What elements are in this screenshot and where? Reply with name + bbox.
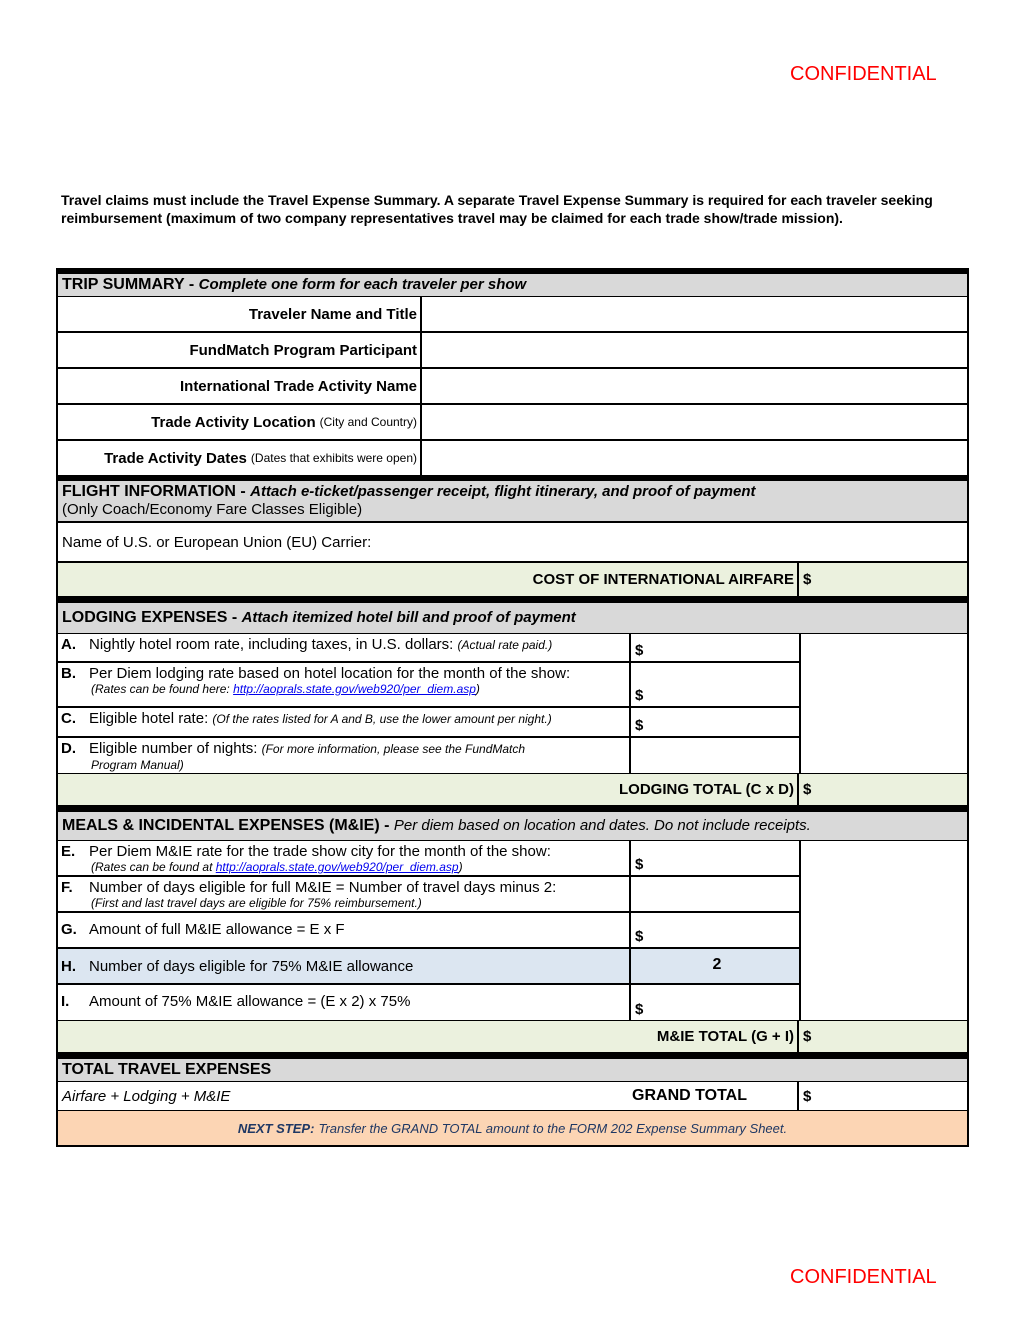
section-subtitle: Per diem based on location and dates. Do not include receipts.: [393, 817, 811, 834]
section-note: (Only Coach/Economy Fare Classes Eligible): [62, 501, 363, 518]
airfare-total-label: COST OF INTERNATIONAL AIRFARE: [58, 563, 799, 596]
field-note: (City and Country): [319, 415, 417, 429]
lodging-item-c: [58, 708, 799, 738]
totals-header: [58, 1059, 967, 1082]
section-title: MEALS & INCIDENTAL EXPENSES (M&IE) -: [62, 817, 394, 834]
field-label: Trade Activity Dates: [104, 449, 247, 467]
item-note: Program Manual): [91, 758, 184, 772]
section-title: LODGING EXPENSES -: [62, 609, 242, 626]
field-label: FundMatch Program Participant: [189, 341, 417, 359]
carrier-label: Name of U.S. or European Union (EU) Carrier:: [62, 533, 372, 551]
mie-total-label: M&IE TOTAL (G + I): [58, 1021, 799, 1052]
item-text: Eligible number of nights:: [89, 740, 262, 757]
item-note: (For more information, please see the FundMatch: [261, 742, 526, 756]
traveler-name-field[interactable]: [422, 297, 967, 331]
airfare-total-value[interactable]: $: [803, 571, 812, 588]
note-text: (Rates can be found here:: [91, 682, 234, 696]
eligible-nights-value[interactable]: [631, 738, 799, 773]
lodging-item-d: [58, 738, 799, 774]
trip-summary-header: [58, 274, 967, 297]
per-diem-rate-value[interactable]: $: [635, 687, 644, 704]
mie-item-h: [58, 949, 799, 985]
item-note: (Actual rate paid.): [457, 638, 553, 652]
field-label: Traveler Name and Title: [248, 305, 417, 323]
item-letter: B.: [61, 665, 76, 682]
mie-total-value[interactable]: $: [803, 1028, 812, 1045]
item-text: Number of days eligible for 75% M&IE allowance: [89, 957, 414, 975]
participant-field[interactable]: [422, 333, 967, 367]
total-formula: Airfare + Lodging + M&IE: [62, 1087, 231, 1105]
nightly-rate-value[interactable]: $: [635, 642, 644, 659]
item-letter: I.: [61, 993, 70, 1010]
note-text: ): [458, 860, 463, 874]
carrier-field[interactable]: [58, 523, 967, 563]
field-label: Trade Activity Location: [151, 413, 316, 431]
confidential-header: CONFIDENTIAL: [790, 63, 937, 85]
item-letter: A.: [61, 636, 76, 653]
trip-row-dates: [58, 441, 967, 475]
mie-rate-value[interactable]: $: [635, 856, 644, 873]
intro-text: Travel claims must include the Travel Expense Summary. A separate Travel Expense Summary is required for each traveler seeking reimbursement (maximum of two company representatives travel may be claimed for each trade show/trade mission).: [61, 192, 933, 226]
lodging-item-b: [58, 663, 799, 708]
partial-days-value: 2: [712, 956, 722, 973]
mie-block: [58, 841, 967, 1021]
partial-allowance-value[interactable]: $: [635, 1001, 644, 1018]
note-text: (Rates can be found at: [91, 860, 216, 874]
mie-header: [58, 812, 967, 841]
next-step-text: Transfer the GRAND TOTAL amount to the FORM 202 Expense Summary Sheet.: [318, 1120, 788, 1136]
mie-blank-cell: [799, 841, 967, 1021]
item-note: (Of the rates listed for A and B, use the lower amount per night.): [212, 712, 552, 726]
grand-total-label: GRAND TOTAL: [632, 1087, 747, 1104]
flight-header: [58, 481, 967, 523]
location-field[interactable]: [422, 405, 967, 439]
section-subtitle: Attach e-ticket/passenger receipt, flight itinerary, and proof of payment: [250, 483, 756, 500]
item-text: Per Diem lodging rate based on hotel location for the month of the show:: [89, 665, 571, 682]
item-letter: D.: [61, 740, 76, 757]
item-text: Amount of full M&IE allowance = E x F: [89, 921, 345, 938]
lodging-blank-cell: [799, 634, 967, 774]
grand-total-row: [58, 1082, 967, 1111]
item-letter: F.: [61, 879, 73, 896]
field-label: International Trade Activity Name: [179, 377, 417, 395]
section-subtitle: Complete one form for each traveler per show: [198, 276, 527, 293]
field-note: (Dates that exhibits were open): [250, 451, 417, 465]
full-days-value[interactable]: [631, 877, 799, 911]
next-step-label: NEXT STEP:: [237, 1120, 315, 1136]
full-allowance-value[interactable]: $: [635, 928, 644, 945]
activity-name-field[interactable]: [422, 369, 967, 403]
trip-row-location: [58, 405, 967, 441]
per-diem-link[interactable]: http://aoprals.state.gov/web920/per_diem.asp: [215, 860, 459, 874]
confidential-footer: CONFIDENTIAL: [790, 1266, 937, 1288]
item-letter: H.: [61, 957, 76, 975]
item-text: Number of days eligible for full M&IE = Number of travel days minus 2:: [89, 879, 557, 896]
trip-row-traveler: [58, 297, 967, 333]
dates-field[interactable]: [422, 441, 967, 475]
trip-row-activity-name: [58, 369, 967, 405]
next-step-note: [58, 1111, 967, 1147]
item-letter: E.: [61, 843, 76, 860]
item-note: (First and last travel days are eligible for 75% reimbursement.): [91, 896, 422, 910]
lodging-total-row: [58, 774, 967, 806]
airfare-total-row: [58, 563, 967, 597]
mie-total-row: [58, 1021, 967, 1053]
section-subtitle: Attach itemized hotel bill and proof of payment: [241, 609, 576, 626]
eligible-rate-value[interactable]: $: [635, 717, 644, 734]
travel-expense-form: [56, 268, 969, 1147]
lodging-header: [58, 603, 967, 634]
lodging-block: [58, 634, 967, 774]
section-title: TRIP SUMMARY -: [62, 276, 199, 293]
lodging-item-a: [58, 634, 799, 663]
item-text: Per Diem M&IE rate for the trade show city for the month of the show:: [89, 843, 551, 860]
mie-item-e: [58, 841, 799, 877]
trip-row-participant: [58, 333, 967, 369]
section-title: FLIGHT INFORMATION -: [62, 483, 251, 500]
item-text: Eligible hotel rate:: [89, 710, 213, 727]
item-text: Nightly hotel room rate, including taxes, in U.S. dollars:: [89, 636, 458, 653]
mie-item-i: [58, 985, 799, 1021]
section-title: TOTAL TRAVEL EXPENSES: [62, 1061, 272, 1078]
mie-item-f: [58, 877, 799, 913]
grand-total-value[interactable]: $: [803, 1087, 812, 1105]
lodging-total-value[interactable]: $: [803, 781, 812, 798]
per-diem-link[interactable]: http://aoprals.state.gov/web920/per_diem.asp: [233, 682, 476, 696]
lodging-total-label: LODGING TOTAL (C x D): [58, 774, 799, 805]
note-text: ): [475, 682, 480, 696]
item-letter: C.: [61, 710, 76, 727]
mie-item-g: [58, 913, 799, 949]
item-letter: G.: [61, 921, 77, 938]
item-text: Amount of 75% M&IE allowance = (E x 2) x 75%: [89, 993, 411, 1010]
